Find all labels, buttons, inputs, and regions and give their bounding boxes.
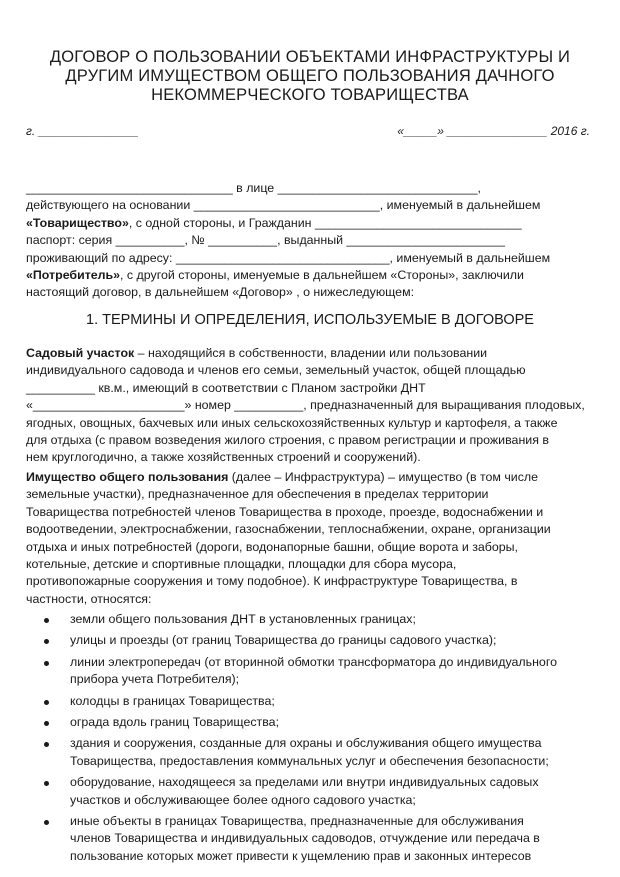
preamble-line: паспорт: серия __________, № __________, выданный _______________________ (26, 233, 506, 248)
section-heading: 1. ТЕРМИНЫ И ОПРЕДЕЛЕНИЯ, ИСПОЛЬЗУЕМЫЕ В ДОГОВОРЕ (86, 312, 534, 328)
place-date-row (26, 124, 590, 140)
list-item: здания и сооружения, созданные для охраны и обслуживания общего имущества Товарищества, предоставления коммунальных услуг и обеспечения безопасности; (70, 736, 549, 768)
term-name: Имущество общего пользования (26, 470, 229, 484)
party-name-consumer: «Потребитель» (26, 267, 121, 282)
list-item: земли общего пользования ДНТ в установленных границах; (70, 612, 416, 626)
preamble-line: настоящий договор, в дальнейшем «Договор» , о нижеследующем: (26, 285, 415, 300)
document-title (20, 48, 600, 105)
preamble-line: ______________________________ в лице _____________________________, (26, 181, 481, 195)
term-name: Садовый участок (26, 346, 135, 360)
preamble-line: «Потребитель», с другой стороны, именуемые в дальнейшем «Стороны», заключили (26, 267, 524, 282)
list-item: улицы и проезды (от границ Товарищества до границы садового участка); (70, 633, 497, 648)
preamble-line: проживающий по адресу: _______________________________, именуемый в дальнейшем (26, 250, 551, 265)
list-item: ограда вдоль границ Товарищества; (70, 714, 280, 729)
preamble (26, 180, 596, 302)
date-field: «_____» _______________ 2016 г. (397, 124, 590, 138)
term-common-property: Имущество общего пользования (далее – Инфраструктура) – имущество (в том числе земельные участки), предназначенное для обеспечения в пределах территории Товарищества потребностей членов Товарищества в проходе, проезде, водоснабжении и водоотведении, электроснабжении, газоснабжении, теплоснабжении, охране, организации отдыха и иных потребностей (дороги, водонапорные башни, общие ворота и заборы, котельные, детские и спортивные площадки, площадки для сбора мусора, противопожарные сооружения и тому подобное). К инфраструктуре Товарищества, в частности, относятся: (26, 470, 551, 606)
title-line: НЕКОММЕРЧЕСКОГО ТОВАРИЩЕСТВА (151, 86, 469, 104)
title-line: ДОГОВОР О ПОЛЬЗОВАНИИ ОБЪЕКТАМИ ИНФРАСТРУКТУРЫ И (49, 48, 571, 66)
preamble-line: действующего на основании ___________________________, именуемый в дальнейшем (26, 198, 541, 213)
list-item: колодцы в границах Товарищества; (70, 693, 275, 708)
list-item: оборудование, находящееся за пределами или внутри индивидуальных садовых участков и обслуживающее более одного садового участка; (70, 775, 539, 807)
list-item: линии электропередач (от вторинной обмотки трансформатора до индивидуального прибора учета Потребителя); (70, 654, 557, 687)
list-item: иные объекты в границах Товарищества, предназначенные для обслуживания членов Товарищества и индивидуальных садоводов, отчуждение или передача в пользование которых может привести к ущемлению прав и законных интересов (70, 813, 540, 863)
preamble-line: «Товарищество», с одной стороны, и Гражданин ______________________________ (26, 215, 522, 230)
title-line: ДРУГИМ ИМУЩЕСТВОМ ОБЩЕГО ПОЛЬЗОВАНИЯ ДАЧНОГО (65, 67, 555, 85)
party-name-partnership: «Товарищество» (26, 215, 129, 230)
infrastructure-list (40, 611, 600, 865)
term-garden-plot: Садовый участок – находящийся в собственности, владении или пользовании индивидуального садовода и членов его семьи, земельный участок, общей площадью __________ кв.м., имеющий в соответствии с Планом застройки ДНТ «______________________» номер __________, предназначенный для выращивания плодовых, ягодных, овощных, бахчевых или иных сельскохозяйственных культур и картофеля, а также для отдыха (с правом возведения жилого строения, с правом регистрации и проживания в нем круглогодично, а также хозяйственных строений и сооружений). (26, 346, 585, 465)
place-field: г. _______________ (26, 124, 139, 138)
